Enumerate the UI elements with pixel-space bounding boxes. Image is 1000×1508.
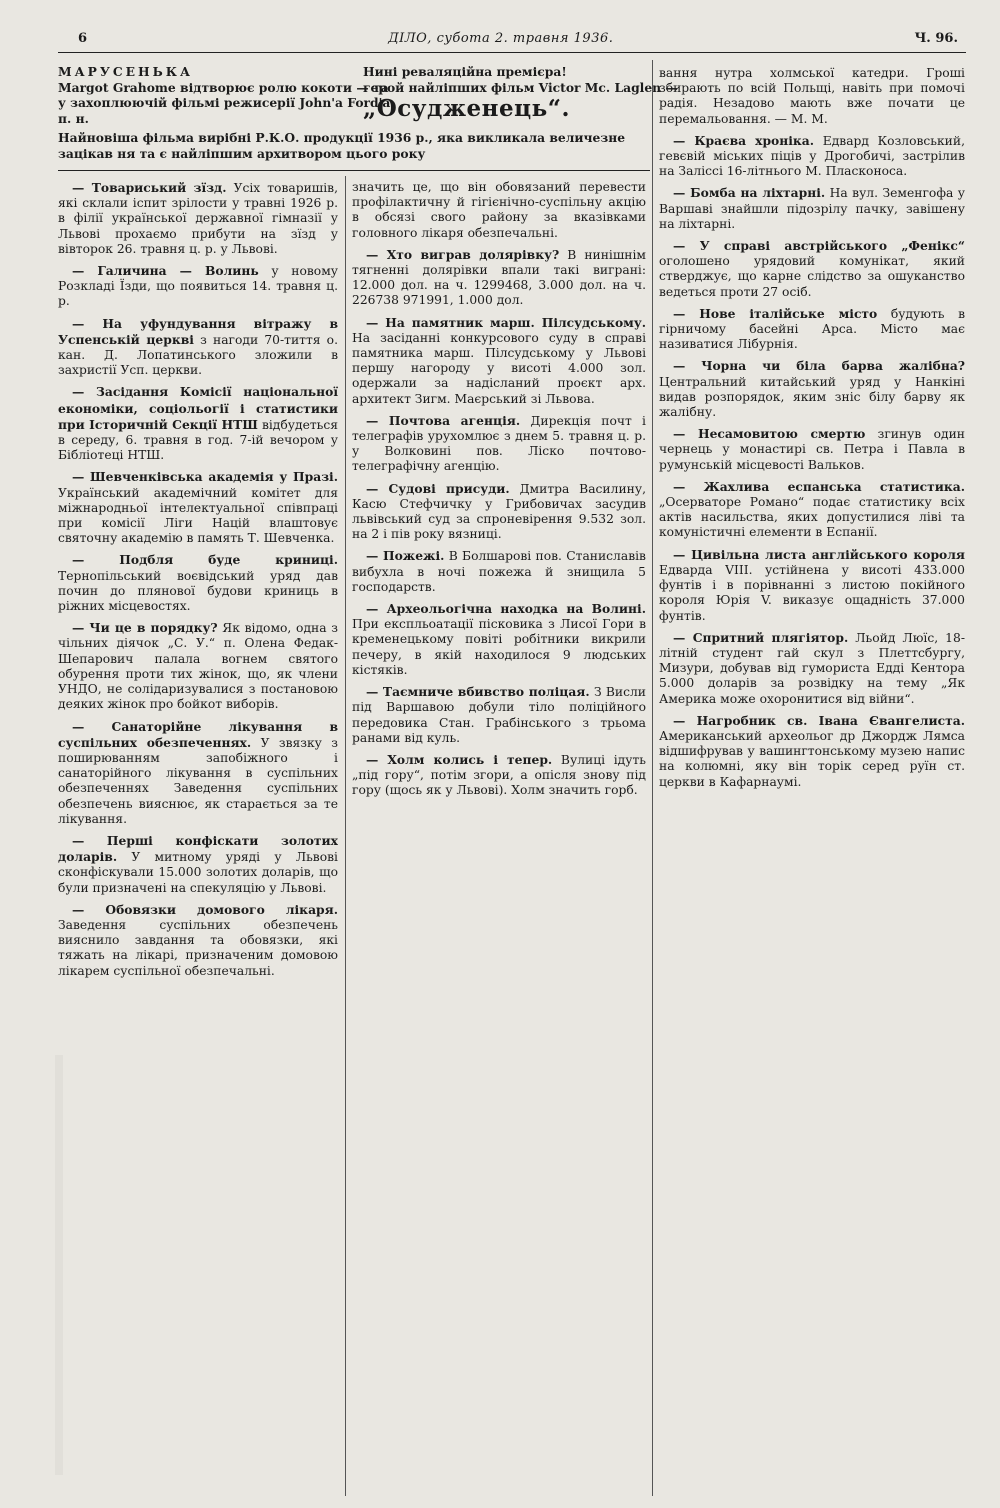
article: — Подбля буде криниці. Тернопільський воєвідський уряд дав почин до плянової будови криниць в ріжних місцевостях.: [58, 552, 338, 614]
ad-premiere: Нині реваляційна премієра!: [363, 64, 567, 79]
ad-bottom-rule: [58, 170, 650, 171]
article: — Холм колись і тепер. Вулиці ідуть „під гору“, потім згори, а опісля знову під гору (щось як у Львові). Холм значить горб.: [352, 751, 646, 798]
ad-left: [58, 64, 391, 126]
article: — Перші конфіскати золотих доларів. У митному уряді у Львові сконфіскували 15.000 золотих доларів, що були призначені на спекуляцію у Львові.: [58, 832, 338, 895]
article-continuation: значить це, що він обовязаний перевести профілактичну й гігієнічно-суспільну акцію в обсязі свого району за вказівками головного лікаря обезпечальні.: [352, 180, 646, 240]
article: — Чорна чи біла барва жалібна? Центральний китайський уряд у Нанкіні видав розпорядок, яким зніс білу барву як жалібну.: [659, 358, 965, 420]
column-rule-1: [345, 176, 346, 1496]
article: — Жахлива еспанська статистика. „Осерваторе Романо“ подає статистику всіх актів насильства, яких допустилися ліві та комуністичні елементи в Еспанії.: [659, 478, 965, 540]
article: — Обовязки домового лікаря. Заведення суспільних обезпечень вияснило завдання та обовязки, які тяжать на лікарі, призначеним домовою лікарем суспільної обезпечальні.: [58, 901, 338, 978]
article: — Галичина — Волинь у новому Розкладі Їзди, що появиться 14. травня ц. р.: [58, 263, 338, 309]
column-rule-2: [652, 60, 653, 1496]
article: — Краєва хроніка. Едвард Козловський, гевєвій міських піців у Дрогобичі, застрілив на Заліссі 16-літнього М. Пласконоса.: [659, 132, 965, 179]
article: — Чи це в порядку? Як відомо, одна з чільних діячок „С. У.“ п. Олена Федак-Шепарович палала вогнем святого обурення проти тих жінок, що, як члени УНДО, не солідаризувалися з постановою деяких жінок про бойкот виборів.: [58, 620, 338, 712]
article: — Археольогічна находка на Волині. При експльоатації пісковика з Лисої Гори в кременецькому повіті робітники викрили печеру, в якій находилося 9 людських кістяків.: [352, 601, 646, 677]
column-3: [659, 66, 965, 1498]
publication-line: ДІЛО, субота 2. травня 1936.: [388, 30, 614, 46]
article: — Нове італійське місто будують в гірничому басейні Арса. Місто має називатися Лібурнія.: [659, 305, 965, 352]
ad-title: МАРУСЕНЬКА: [58, 64, 193, 79]
issue-number: Ч. 96.: [914, 30, 958, 46]
page-header: [78, 28, 958, 48]
ad-star-line: герой найліпших фільм Victor Mc. Laglen —: [363, 79, 678, 95]
header-rule: [58, 52, 966, 53]
article: — Нагробник св. Івана Євангелиста. Американський археольог др Джордж Лямса відшифрував у вашингтонському музею напис на колюмні, яку він торік серед руїн ст. церкви в Кафарнаумі.: [659, 712, 965, 789]
article: — Несамовитою смертю згинув один чернець у монастирі св. Петра і Павла в румунській місцевості Вальков.: [659, 426, 965, 472]
article: — Спритний плягіятор. Льойд Люїс, 18-літній студент гай скул з Плеттсбургу, Мизури, добував від гумориста Едді Кентора 5.000 доларів за розвідку на тему „Як Америка може охоронитися від війни“.: [659, 629, 965, 706]
article: — Судові присуди. Дмитра Василину, Касю Стефчичку у Грибовичах засудив львівський суд за спроневірення 9.532 зол. на 2 і пів року вязниці.: [352, 480, 646, 542]
paper-stain: [55, 1055, 63, 1475]
article: — Цивільна листа англійського короля Едварда VIII. устійнена у висоті 433.000 фунтів і в порівнанні з листою покійного короля Юрія V. виказує ощадність 37.000 фунтів.: [659, 546, 965, 623]
article: — Почтова агенція. Дирекція почт і телеграфів урухомлює з днем 5. травня ц. р. у Волковині пов. Ліско почтово-телеграфічну агенцію.: [352, 412, 646, 474]
page-number: 6: [78, 30, 88, 46]
ad-footer: Найновіша фільма вирібні Р.К.О. продукції 1936 р., яка викликала величезне зацікав ня та є найліпшим архитвором цього року: [58, 130, 626, 161]
ad-line-2: у захоплюючій фільмі режисерії John'a Ford'a: [58, 95, 391, 110]
ad-line-3: п. н.: [58, 110, 89, 126]
article: — Товариський зїзд. Усіх товаришів, які склали іспит зрілости у травні 1926 р. в філії української державної гімназії у Львові прохаємо прибути на зїзд у вівторок 26. травня ц. р. у Львові.: [58, 180, 338, 256]
article-continuation: вання нутра холмської катедри. Гроші збирають по всій Польщі, навіть при помочі радія. Незадово мають вже почати це перемальовання. — М. М.: [659, 66, 965, 126]
article: — Засідання Комісії національної економіки, соціольогії і статистики при Історичній Секції НТШ відбудеться в середу, 6. травня в год. 7-ій вечором у Бібліотеці НТШ.: [58, 384, 338, 463]
ad-line-1: Margot Grahome відтворює ролю кокоти — та: [58, 79, 389, 95]
article: — У справі австрійського „Фенікс“ оголошено урядовий комунікат, який стверджує, що карне слідство за ошуканство ведеться проти 27 осіб.: [659, 238, 965, 299]
cinema-advertisement: [58, 60, 678, 165]
article: — На уфундування вітражу в Успенській церкві з нагоди 70-тиття о. кан. Д. Лопатинського зложили в захристії Усп. церкви.: [58, 315, 338, 378]
column-2: [352, 180, 646, 1498]
article: — На памятник марш. Пілсудському. На засіданні конкурсового суду в справі памятника марш. Пілсудському у Львові першу нагороду у висоті 4.000 зол. одержали за надісланий проєкт арх. архитект Зигм. Маєрський зі Львова.: [352, 314, 646, 406]
article: — Санаторійне лікування в суспільних обезпеченнях. У звязку з поширюванням запобіжного і санаторійного лікування в суспільних обезпеченнях Заведення суспільних обезпечень вияснює, як старається за те лікування.: [58, 718, 338, 826]
article: — Хто виграв долярівку? В нинішнім тягненні долярівки впали такі виграні: 12.000 дол. на ч. 1299468, 3.000 дол. на ч. 226738 971991, 1.000 дол.: [352, 246, 646, 308]
ad-film-title: „Осудженець“.: [363, 95, 570, 122]
article: — Таємниче вбивство поліцая. З Висли під Варшавою добули тіло поліційного передовика Стан. Грабінського з трьома ранами від куль.: [352, 684, 646, 745]
article: — Бомба на ліхтарні. На вул. Земенгофа у Варшаві знайшли підозрілу пачку, завішену на ліхтарні.: [659, 185, 965, 231]
article: — Пожежі. В Болшарові пов. Станиславів вибухла в ночі пожежа й знищила 5 господарств.: [352, 548, 646, 594]
column-1: [58, 180, 338, 1498]
article: — Шевченківська академія у Празі. Український академічний комітет для міжнародньої інтелектуальної співпраці при комісії Ліги Націй влаштовує святочну академію в память Т. Шевченка.: [58, 469, 338, 546]
ad-right: [363, 64, 678, 122]
